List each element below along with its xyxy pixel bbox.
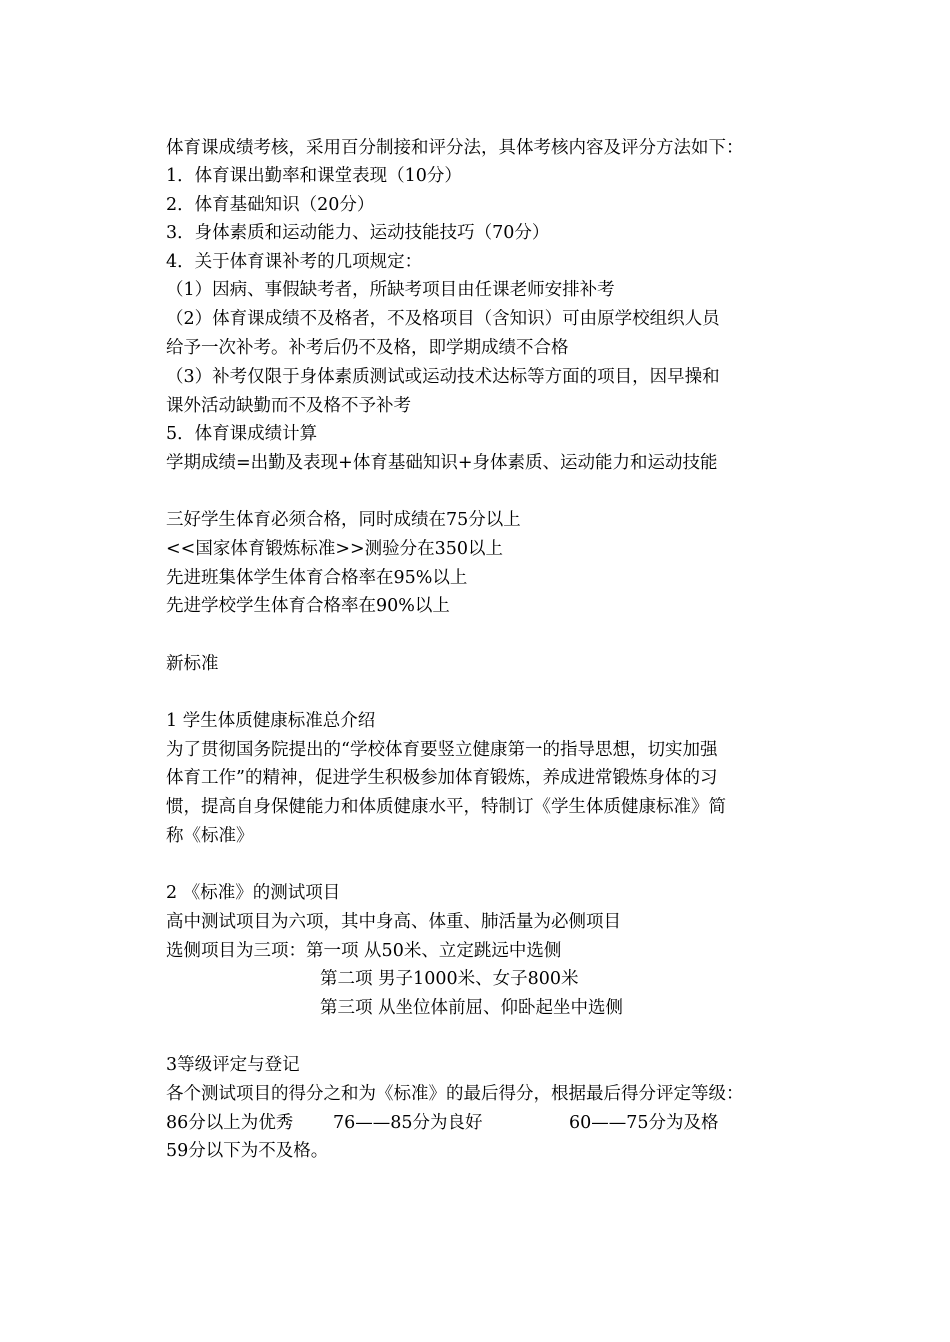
part2-heading: 2 《标准》的测试项目 [166,883,341,903]
grading-description: 各个测试项目的得分之和为《标准》的最后得分，根据最后得分评定等级： [166,1084,744,1104]
paragraph-line: 惯，提高自身保健能力和体质健康水平，特制订《学生体质健康标准》简 [166,797,726,817]
paragraph-line: 称《标准》 [166,826,254,846]
grade-good: 76——85分为良好 [333,1113,483,1133]
requirement-line: 先进学校学生体育合格率在90%以上 [166,596,450,616]
section-heading: 新标准 [166,654,219,674]
grade-pass: 60——75分为及格 [569,1113,719,1133]
rule-item: （2）体育课成绩不及格者，不及格项目（含知识）可由原学校组织人员 [166,309,720,329]
rule-item-continued: 给予一次补考。补考后仍不及格，即学期成绩不合格 [166,338,569,358]
grade-excellent: 86分以上为优秀 [166,1113,294,1133]
requirement-line: 三好学生体育必须合格，同时成绩在75分以上 [166,510,521,530]
intro-text: 体育课成绩考核，采用百分制接和评分法，具体考核内容及评分方法如下： [166,138,744,158]
rule-item: （1）因病、事假缺考者，所缺考项目由任课老师安排补考 [166,280,615,300]
grade-fail: 59分以下为不及格。 [166,1141,329,1161]
list-item: 3．身体素质和运动能力、运动技能技巧（70分） [166,223,550,243]
rule-item-continued: 课外活动缺勤而不及格不予补考 [166,396,411,416]
test-items-line: 第三项 从坐位体前屈、仰卧起坐中选侧 [320,998,624,1018]
list-item: 4．关于体育课补考的几项规定： [166,252,423,272]
list-item: 1．体育课出勤率和课堂表现（10分） [166,166,462,186]
list-item: 5．体育课成绩计算 [166,424,318,444]
part3-heading: 3等级评定与登记 [166,1055,300,1075]
part1-heading: 1 学生体质健康标准总介绍 [166,711,376,731]
list-item: 2．体育基础知识（20分） [166,195,375,215]
test-items-line: 高中测试项目为六项，其中身高、体重、肺活量为必侧项目 [166,912,621,932]
paragraph-line: 为了贯彻国务院提出的“学校体育要竖立健康第一的指导思想，切实加强 [166,740,718,760]
rule-item: （3）补考仅限于身体素质测试或运动技术达标等方面的项目，因早操和 [166,367,720,387]
requirement-line: <<国家体育锻炼标准>>测验分在350以上 [166,539,504,559]
test-items-line: 选侧项目为三项：第一项 从50米、立定跳远中选侧 [166,941,562,961]
test-items-line: 第二项 男子1000米、女子800米 [320,969,579,989]
formula-text: 学期成绩=出勤及表现+体育基础知识+身体素质、运动能力和运动技能 [166,453,718,473]
paragraph-line: 体育工作”的精神，促进学生积极参加体育锻炼，养成进常锻炼身体的习 [166,768,718,788]
requirement-line: 先进班集体学生体育合格率在95%以上 [166,568,468,588]
